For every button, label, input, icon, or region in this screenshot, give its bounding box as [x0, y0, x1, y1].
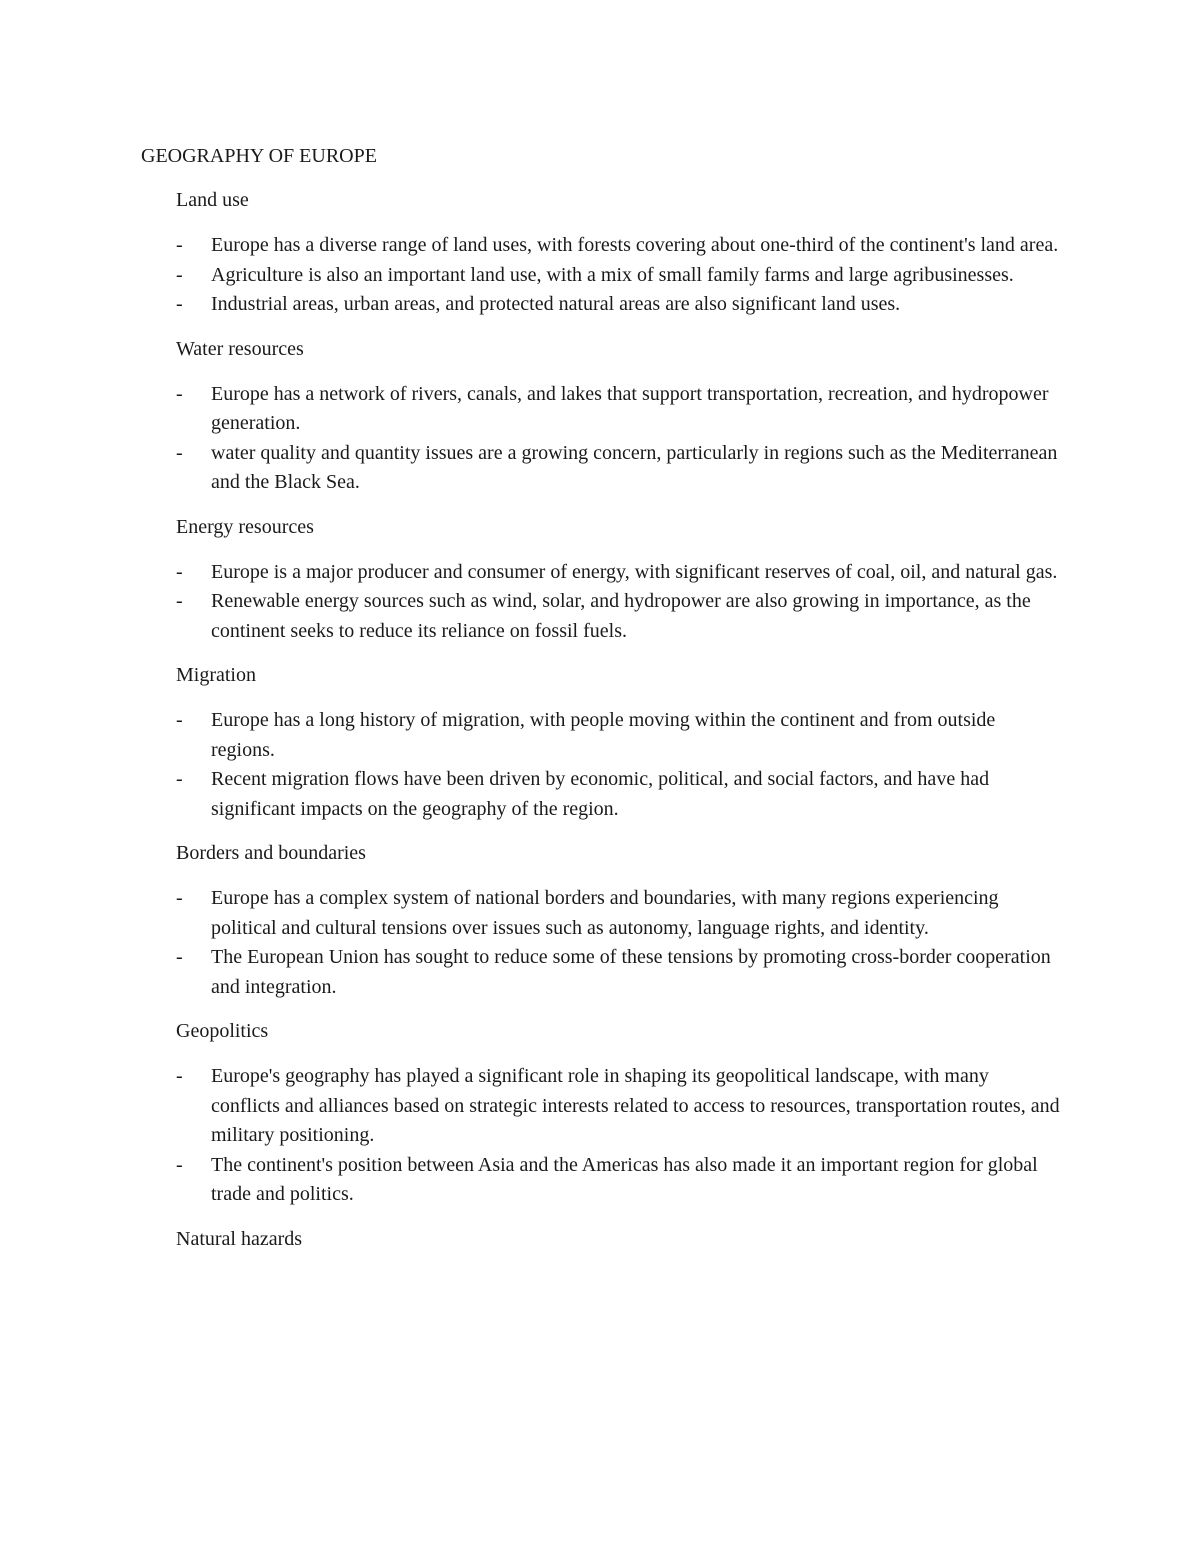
- bullet-list: [176, 706, 1076, 824]
- section-heading: Land use: [176, 189, 249, 211]
- bullet-text: Europe has a long history of migration, with people moving within the continent and from outside regions.: [211, 709, 996, 761]
- bullet-list: [176, 884, 1076, 1002]
- bullet-marker: -: [176, 382, 183, 405]
- bullet-marker: -: [176, 234, 183, 256]
- section-heading: Geopolitics: [176, 1020, 269, 1042]
- bullet-list: [176, 558, 1076, 647]
- bullet-marker: -: [176, 946, 183, 968]
- bullet-item: [176, 261, 1061, 291]
- bullet-list: [176, 380, 1076, 498]
- bullet-item: [176, 587, 1061, 646]
- bullet-text: The continent's position between Asia and the Americas has also made it an important region for global trade and politics.: [211, 1153, 1038, 1205]
- section-natural-hazards: [176, 1225, 1076, 1254]
- bullet-item: [176, 1062, 1061, 1151]
- bullet-marker: -: [176, 709, 183, 731]
- bullet-item: [176, 290, 1061, 320]
- bullet-marker: -: [176, 1065, 183, 1087]
- section-heading: Borders and boundaries: [176, 842, 366, 864]
- bullet-item: [176, 943, 1061, 1002]
- bullet-item: [176, 558, 1061, 588]
- bullet-item: [176, 706, 1061, 765]
- bullet-list: [176, 1062, 1076, 1210]
- bullet-item: [176, 765, 1061, 824]
- bullet-marker: -: [176, 887, 183, 909]
- bullet-marker: -: [176, 441, 183, 464]
- bullet-text: Europe has a network of rivers, canals, and lakes that support transportation, recreation, and hydropower generation.: [211, 382, 1049, 434]
- bullet-marker: -: [176, 293, 183, 315]
- section-heading: Energy resources: [176, 515, 314, 538]
- document-body: [176, 186, 1076, 1270]
- bullet-list: [176, 231, 1076, 320]
- bullet-text: Renewable energy sources such as wind, solar, and hydropower are also growing in importance, as the continent seeks to reduce its reliance on fossil fuels.: [211, 590, 1031, 642]
- bullet-item: [176, 1151, 1061, 1210]
- bullet-item: [176, 231, 1061, 261]
- section-energy-resources: [176, 513, 1076, 647]
- bullet-item: [176, 884, 1061, 943]
- bullet-item: [176, 439, 1061, 498]
- bullet-marker: -: [176, 263, 183, 286]
- section-land-use: [176, 186, 1076, 320]
- bullet-text: Europe is a major producer and consumer of energy, with significant reserves of coal, oil, and natural gas.: [211, 560, 1058, 583]
- bullet-text: Agriculture is also an important land use, with a mix of small family farms and large agribusinesses.: [211, 263, 1014, 286]
- section-heading: Natural hazards: [176, 1227, 303, 1250]
- bullet-text: Recent migration flows have been driven by economic, political, and social factors, and have had significant impacts on the geography of the region.: [211, 768, 990, 820]
- bullet-marker: -: [176, 560, 183, 583]
- section-migration: [176, 661, 1076, 824]
- section-borders-and-boundaries: [176, 839, 1076, 1002]
- section-geopolitics: [176, 1017, 1076, 1210]
- section-heading: Migration: [176, 664, 256, 686]
- bullet-text: The European Union has sought to reduce some of these tensions by promoting cross-border cooperation and integration.: [211, 946, 1051, 998]
- bullet-marker: -: [176, 1153, 183, 1176]
- bullet-item: [176, 380, 1061, 439]
- bullet-marker: -: [176, 768, 183, 790]
- document-title: GEOGRAPHY OF EUROPE: [141, 145, 377, 167]
- section-heading: Water resources: [176, 337, 304, 360]
- bullet-text: Europe's geography has played a significant role in shaping its geopolitical landscape, with many conflicts and alliances based on strategic interests related to access to resources, transportation routes, and military positioning.: [211, 1065, 1060, 1146]
- bullet-text: water quality and quantity issues are a growing concern, particularly in regions such as the Mediterranean and the Black Sea.: [211, 441, 1058, 493]
- bullet-text: Europe has a diverse range of land uses, with forests covering about one-third of the continent's land area.: [211, 234, 1059, 256]
- bullet-text: Industrial areas, urban areas, and protected natural areas are also significant land uses.: [211, 293, 901, 315]
- bullet-text: Europe has a complex system of national borders and boundaries, with many regions experiencing political and cultural tensions over issues such as autonomy, language rights, and identity.: [211, 887, 999, 939]
- section-water-resources: [176, 335, 1076, 498]
- bullet-marker: -: [176, 590, 183, 612]
